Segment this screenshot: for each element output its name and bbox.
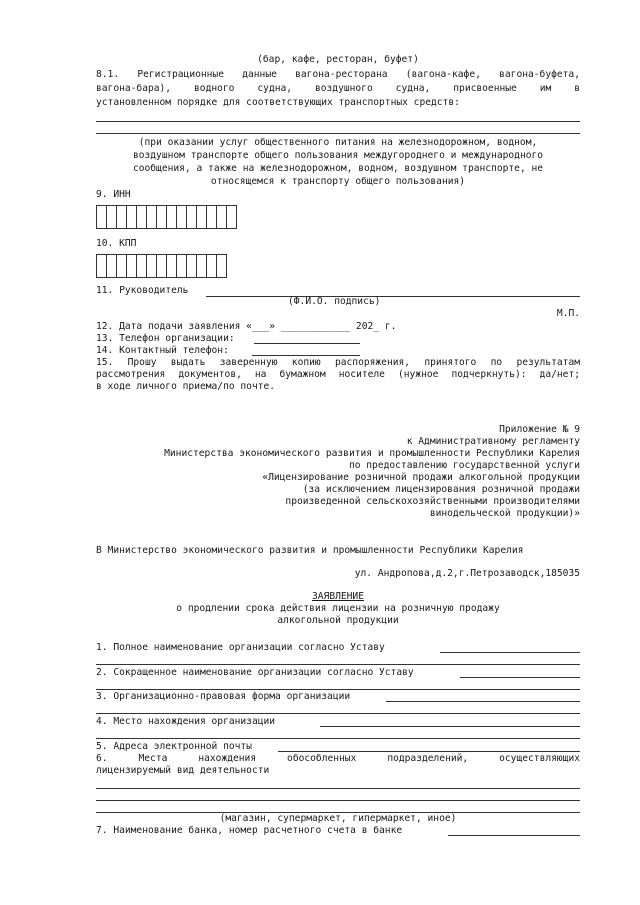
- field-2-fill-2[interactable]: [96, 689, 580, 690]
- appendix-line-8: винодельческой продукции)»: [429, 508, 580, 519]
- appendix-line-7: произведенной сельскохозяйственными производителями: [285, 496, 580, 507]
- item-15-line-1: 15. Прошу выдать заверенную копию распоряжения, принятого по результатам: [96, 357, 580, 368]
- statement-subtitle-1: о продлении срока действия лицензии на розничную продажу: [176, 603, 500, 614]
- appendix-line-5: «Лицензирование розничной продажи алкогольной продукции: [262, 472, 580, 483]
- appendix-line-4: по предоставлению государственной услуги: [348, 460, 580, 471]
- field-4-fill[interactable]: [320, 726, 580, 727]
- fio-signature-caption: (Ф.И.О. подпись): [288, 296, 381, 307]
- field-6-note: (магазин, супермаркет, гипермаркет, иное): [219, 813, 457, 824]
- field-7-fill[interactable]: [448, 835, 580, 836]
- note-line-2: воздушном транспорте общего пользования междугороднего и международного: [132, 150, 544, 161]
- field-1-fill[interactable]: [440, 652, 580, 653]
- application-date: 12. Дата подачи заявления «___» ____________ 202_ г.: [96, 321, 397, 332]
- field-4-label: 4. Место нахождения организации: [96, 716, 276, 727]
- note-line-4: относящемся к транспорту общего пользования): [210, 176, 466, 187]
- field-6-fill-1[interactable]: [96, 788, 580, 789]
- caption-bar-cafe: (бар, кафе, ресторан, буфет): [257, 54, 419, 65]
- appendix-line-2: к Административному регламенту: [406, 436, 580, 447]
- contact-phone-line[interactable]: [252, 355, 360, 356]
- field-7-label: 7. Наименование банка, номер расчетного счета в банке: [96, 825, 403, 836]
- field-2-fill[interactable]: [460, 677, 580, 678]
- item-8-1-line-1: 8.1. Регистрационные данные вагона-ресторана (вагона-кафе, вагона-буфета,: [96, 69, 580, 80]
- field-3-label: 3. Организационно-правовая форма организации: [96, 691, 351, 702]
- field-1-label: 1. Полное наименование организации согласно Уставу: [96, 642, 385, 653]
- field-5-fill[interactable]: [278, 751, 580, 752]
- field-6-fill-2[interactable]: [96, 800, 580, 801]
- addressee-ministry: В Министерство экономического развития и промышленности Республики Карелия: [96, 545, 524, 556]
- appendix-line-3: Министерства экономического развития и промышленности Республики Карелия: [164, 448, 580, 459]
- note-line-3: сообщения, а также на железнодорожном, водном, воздушном транспорте, не: [132, 163, 544, 174]
- kpp-label: 10. КПП: [96, 238, 137, 249]
- head-fill-line[interactable]: [206, 296, 580, 297]
- kpp-digit-boxes[interactable]: [96, 254, 227, 276]
- item-15-line-3: в ходе личного приема/по почте.: [96, 381, 276, 392]
- addressee-address: ул. Андропова,д.2,г.Петрозаводск,185035: [354, 568, 580, 579]
- field-4-fill-2[interactable]: [96, 738, 580, 739]
- statement-title: ЗАЯВЛЕНИЕ: [312, 591, 364, 602]
- org-phone-label: 13. Телефон организации:: [96, 333, 235, 344]
- org-phone-line[interactable]: [254, 343, 360, 344]
- item-15-line-2: рассмотрения документов, на бумажном носителе (нужное подчеркнуть): да/нет;: [96, 369, 580, 380]
- fill-line-8-1-b: [96, 133, 580, 134]
- field-6-label-line-2: лицензируемый вид деятельности: [96, 765, 270, 776]
- head-label: 11. Руководитель: [96, 285, 189, 296]
- fill-line-8-1-a: [96, 121, 580, 122]
- field-3-fill[interactable]: [386, 701, 580, 702]
- field-6-label-line-1: 6. Места нахождения обособленных подразделений, осуществляющих: [96, 753, 580, 764]
- field-5-label: 5. Адреса электронной почты: [96, 741, 252, 752]
- stamp-place: М.П.: [556, 308, 580, 319]
- inn-digit-boxes[interactable]: [96, 205, 237, 227]
- field-3-fill-2[interactable]: [96, 713, 580, 714]
- inn-label: 9. ИНН: [96, 189, 131, 200]
- item-8-1-line-2: вагона-бара), водного судна, воздушного судна, присвоенные им в: [96, 83, 580, 94]
- statement-subtitle-2: алкогольной продукции: [277, 615, 399, 626]
- item-8-1-line-3: установленном порядке для соответствующих транспортных средств:: [96, 97, 460, 108]
- field-2-label: 2. Сокращенное наименование организации согласно Уставу: [96, 667, 414, 678]
- field-1-fill-2[interactable]: [96, 664, 580, 665]
- contact-phone-label: 14. Контактный телефон:: [96, 345, 229, 356]
- appendix-number: Приложение № 9: [499, 424, 580, 435]
- appendix-line-6: (за исключением лицензирования розничной продажи: [302, 484, 580, 495]
- note-line-1: (при оказании услуг общественного питания на железнодорожном, водном,: [138, 137, 538, 148]
